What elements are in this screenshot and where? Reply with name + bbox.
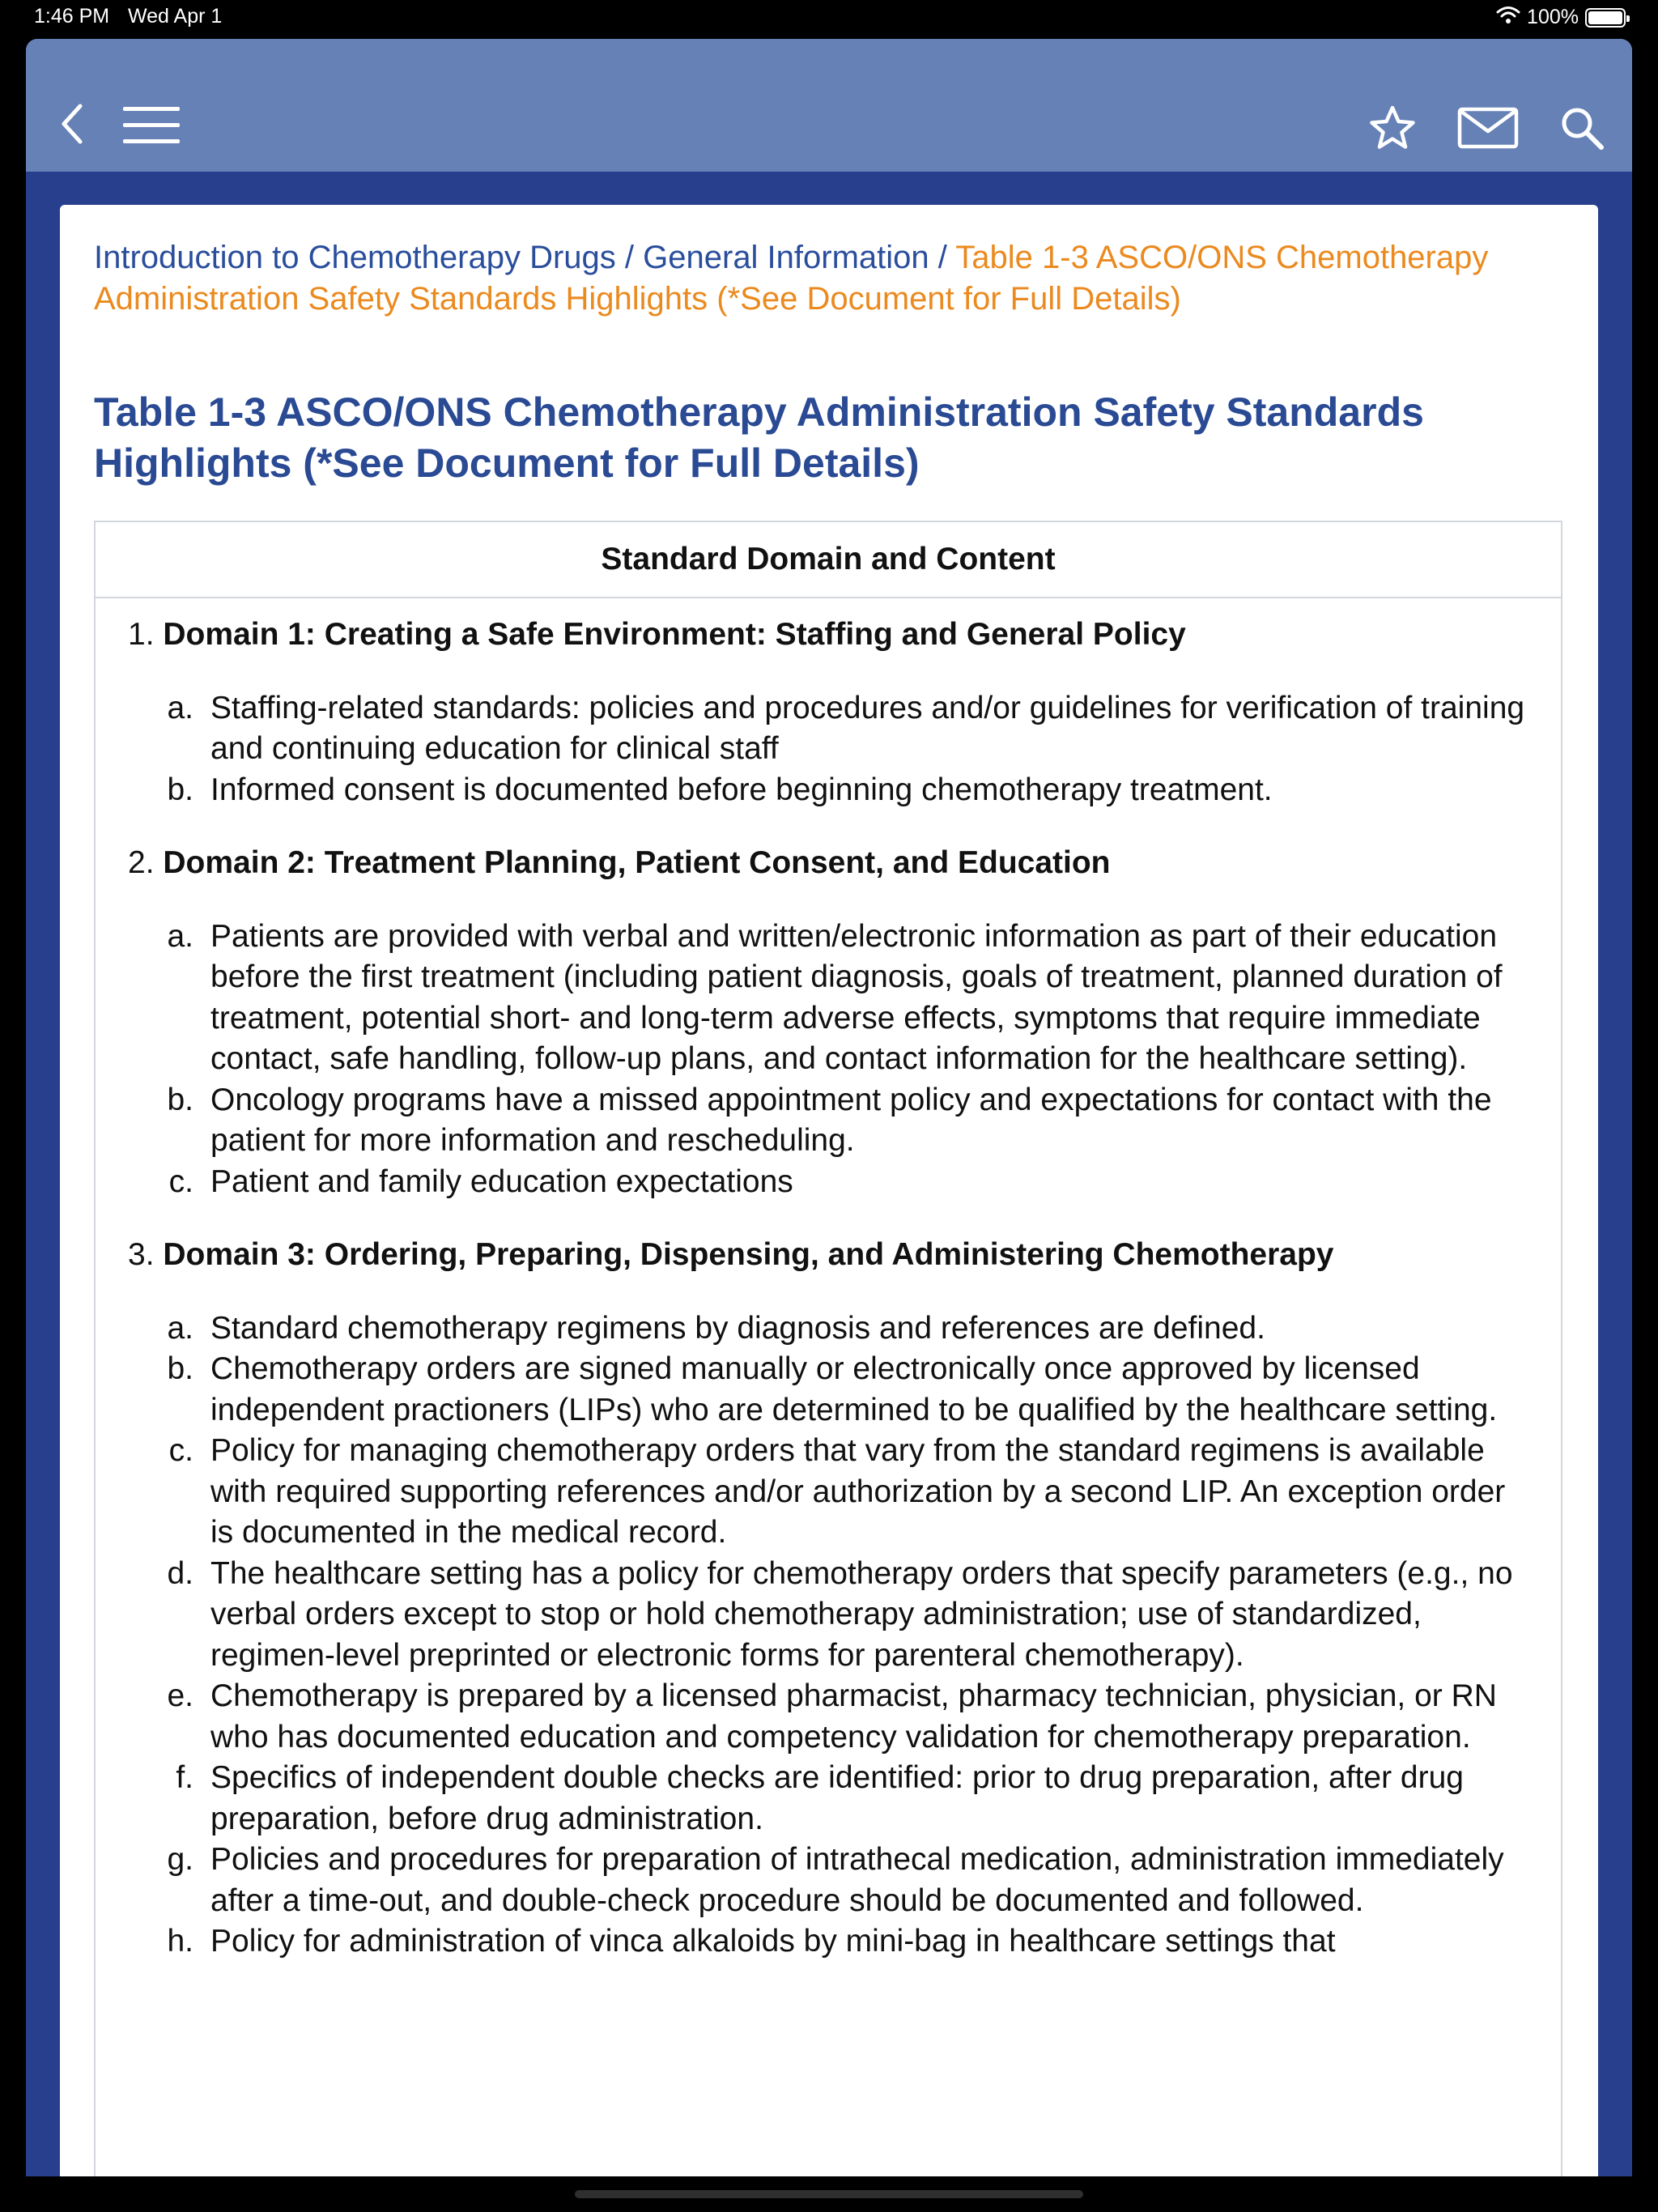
list-item (128, 1921, 1528, 1963)
item-text: Patients are provided with verbal and written/electronic information as part of their education before the first treatment (including patient diagnosis, goals of treatment, planned duration of treatment, potential short- and long-term adverse effects, symptoms that require immediate contact, safe handling, follow-up plans, and contact information for the healthcare setting). (210, 918, 1503, 1076)
envelope-icon (1457, 107, 1519, 149)
favorite-button[interactable] (1367, 102, 1418, 154)
item-letter: d. (167, 1555, 193, 1591)
item-letter: a. (167, 690, 193, 725)
list-item (128, 688, 1528, 770)
item-letter-cell (128, 1308, 210, 1350)
item-text: Specifics of independent double checks are identified: prior to drug preparation, after drug preparation, before drug administration. (210, 1760, 1464, 1836)
breadcrumb-separator: / (615, 240, 644, 275)
menu-button[interactable] (121, 104, 181, 147)
list-item (128, 1162, 1528, 1203)
item-letter-cell (128, 770, 210, 811)
list-item (128, 1676, 1528, 1758)
item-letter-cell (128, 1840, 210, 1921)
table-body (96, 598, 1561, 1963)
search-button[interactable] (1556, 102, 1608, 154)
breadcrumb-link-general[interactable]: General Information (643, 240, 929, 275)
page-title: Table 1-3 ASCO/ONS Chemotherapy Administration Safety Standards Highlights (*See Document for Full Details) (94, 389, 1424, 486)
status-bar (0, 0, 1658, 36)
item-letter: e. (167, 1678, 193, 1713)
domain-heading (128, 843, 1528, 884)
item-letter: c. (168, 1163, 193, 1199)
item-letter: g. (167, 1842, 193, 1877)
item-text: Chemotherapy is prepared by a licensed pharmacist, pharmacy technician, physician, or RN who has documented education and competency validation for chemotherapy preparation. (210, 1678, 1497, 1755)
domain-title: Domain 3: Ordering, Preparing, Dispensing, and Administering Chemotherapy (163, 1237, 1334, 1272)
item-text: Oncology programs have a missed appointment policy and expectations for contact with the patient for more information and rescheduling. (210, 1082, 1492, 1158)
list-item (128, 1308, 1528, 1350)
item-text: Policies and procedures for preparation of intrathecal medication, administration immediately after a time-out, and double-check procedure should be documented and followed. (210, 1842, 1504, 1918)
item-letter-cell (128, 1554, 210, 1677)
status-time: 1:46 PM (34, 5, 110, 28)
item-letter: b. (167, 772, 193, 807)
star-icon (1368, 104, 1417, 151)
home-indicator[interactable] (575, 2190, 1083, 2198)
item-text: Informed consent is documented before beginning chemotherapy treatment. (210, 772, 1273, 807)
domain-heading (128, 615, 1528, 656)
item-letter: h. (167, 1924, 193, 1959)
item-text: Policy for administration of vinca alkaloids by mini-bag in healthcare settings that (210, 1924, 1336, 1959)
item-letter: a. (167, 918, 193, 954)
navigation-bar (26, 39, 1632, 172)
wifi-icon (1496, 5, 1520, 30)
list-item (128, 1554, 1528, 1677)
domain-item-list (128, 1308, 1528, 1963)
content-card (60, 205, 1598, 2176)
domain-item-list (128, 917, 1528, 1203)
list-item (128, 770, 1528, 811)
email-button[interactable] (1456, 102, 1520, 154)
list-item (128, 1431, 1528, 1554)
item-letter-cell (128, 1431, 210, 1554)
item-letter: b. (167, 1082, 193, 1117)
item-letter-cell (128, 1758, 210, 1840)
domain-title: Domain 1: Creating a Safe Environment: Staffing and General Policy (163, 617, 1186, 652)
battery-icon (1585, 8, 1626, 28)
hamburger-menu-icon (121, 105, 181, 146)
item-letter-cell (128, 1676, 210, 1758)
item-letter-cell (128, 688, 210, 770)
battery-percent: 100% (1527, 6, 1579, 28)
search-icon (1559, 105, 1605, 151)
item-letter: c. (168, 1433, 193, 1468)
list-item (128, 1349, 1528, 1431)
breadcrumb-link-intro[interactable]: Introduction to Chemotherapy Drugs (94, 240, 616, 275)
item-text: Patient and family education expectations (210, 1163, 793, 1199)
item-text: The healthcare setting has a policy for chemotherapy orders that specify parameters (e.g., no verbal orders except to stop or hold chemotherapy administration; use of standardized, regimen-level preprinted or electronic forms for parenteral chemotherapy). (210, 1555, 1513, 1673)
status-indicators (1496, 5, 1626, 30)
chevron-left-icon (57, 103, 85, 145)
item-letter: a. (167, 1310, 193, 1346)
breadcrumb (94, 237, 1567, 320)
table-header: Standard Domain and Content (96, 522, 1561, 598)
domain-number: 2. (128, 845, 155, 880)
item-letter-cell (128, 1921, 210, 1963)
domain-title: Domain 2: Treatment Planning, Patient Consent, and Education (163, 845, 1111, 880)
item-letter-cell (128, 1162, 210, 1203)
list-item (128, 1840, 1528, 1921)
list-item (128, 1758, 1528, 1840)
list-item (128, 917, 1528, 1080)
item-text: Policy for managing chemotherapy orders that vary from the standard regimens is available with required supporting references and/or authorization by a second LIP. An exception order is documented in the medical record. (210, 1433, 1506, 1550)
standards-table (94, 521, 1562, 2176)
breadcrumb-separator: / (929, 240, 956, 275)
item-text: Chemotherapy orders are signed manually or electronically once approved by licensed independent practioners (LIPs) who are determined to be qualified by the healthcare setting. (210, 1351, 1498, 1427)
domain-heading (128, 1235, 1528, 1276)
back-button[interactable] (50, 100, 92, 148)
domain-number: 3. (128, 1237, 155, 1272)
domain-item-list (128, 688, 1528, 811)
domain-number: 1. (128, 617, 155, 652)
breadcrumb-current: Table 1-3 ASCO/ONS Chemotherapy Administration Safety Standards Highlights (*See Document for Full Details) (94, 240, 1489, 317)
item-text: Staffing-related standards: policies and procedures and/or guidelines for verification of training and continuing education for clinical staff (210, 690, 1525, 766)
item-letter: f. (176, 1760, 193, 1795)
app-frame (26, 39, 1632, 2176)
list-item (128, 1080, 1528, 1162)
item-letter-cell (128, 1080, 210, 1162)
status-date: Wed Apr 1 (128, 5, 223, 28)
item-letter-cell (128, 917, 210, 1080)
item-letter-cell (128, 1349, 210, 1431)
item-text: Standard chemotherapy regimens by diagnosis and references are defined. (210, 1310, 1265, 1346)
item-letter: b. (167, 1351, 193, 1386)
